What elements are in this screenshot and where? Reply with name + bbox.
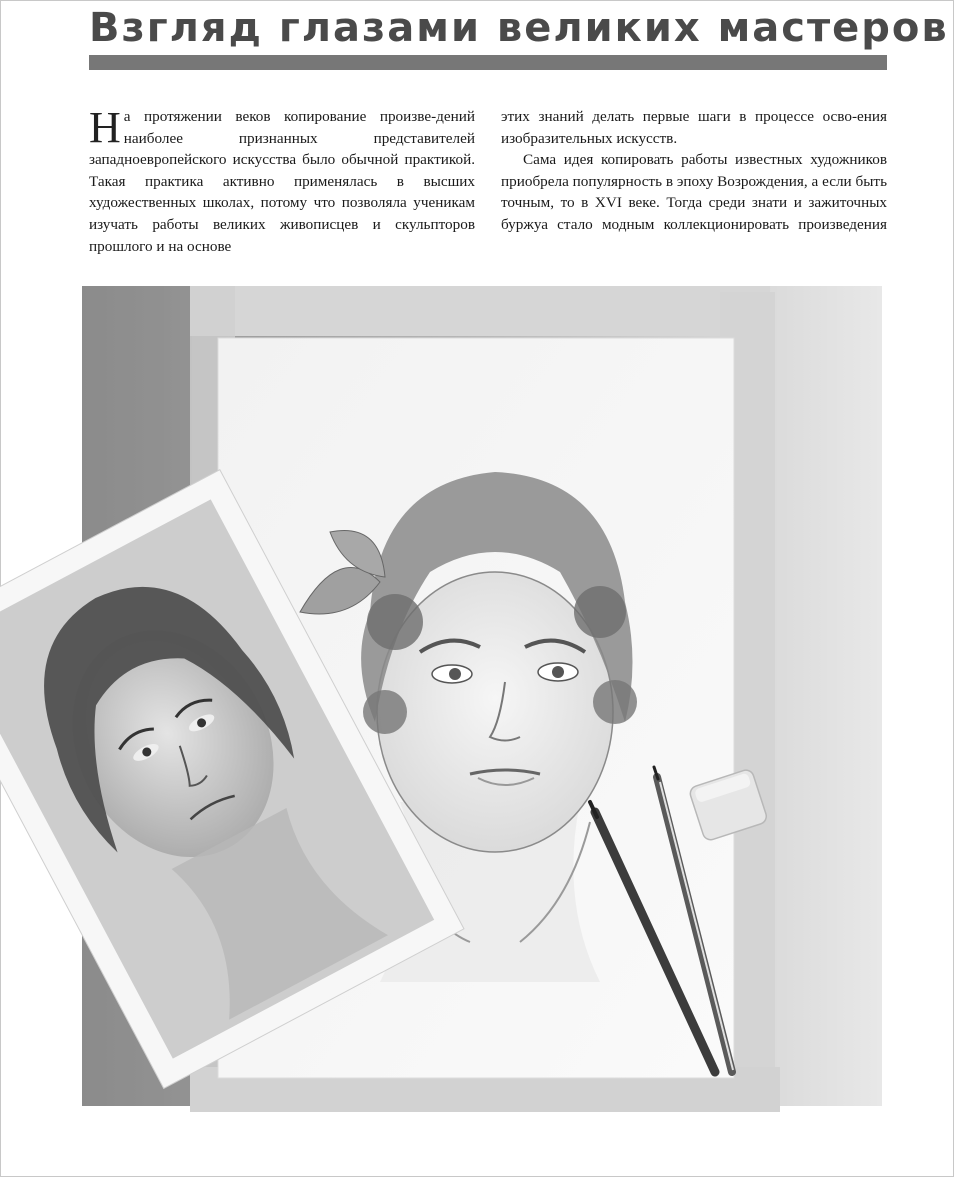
drawing-scene: [0, 282, 954, 1122]
paragraph-continued: этих знаний делать первые шаги в процессе осво-ения изобразительных искусств.: [501, 108, 887, 147]
page-title: Взгляд глазами великих мастеров: [89, 5, 949, 51]
illustration: [0, 282, 954, 1122]
paragraph-intro-text: а протяжении веков копирование произве-дений наиболее признанных представителей западноевропейского искусства было обычной практикой. Такая практика активно применялась в высших художественных школах, потому что позволяла ученикам изучать работы великих живописцев и скульпторов прошлого и на основе: [89, 108, 475, 255]
drop-cap: Н: [89, 103, 121, 152]
text-column-right: [501, 106, 887, 236]
tape-top: [190, 286, 770, 336]
paragraph-renaissance: Сама идея копировать работы известных художников приобрела популярность в эпоху Возрождения, а если быть точным, то в XVI веке. Тогда среди знати и зажиточных буржуа стало модным коллекционировать произведения: [501, 151, 887, 233]
title-rule: [89, 55, 887, 70]
paragraph-intro: [89, 103, 475, 257]
text-column-left: [89, 103, 475, 257]
